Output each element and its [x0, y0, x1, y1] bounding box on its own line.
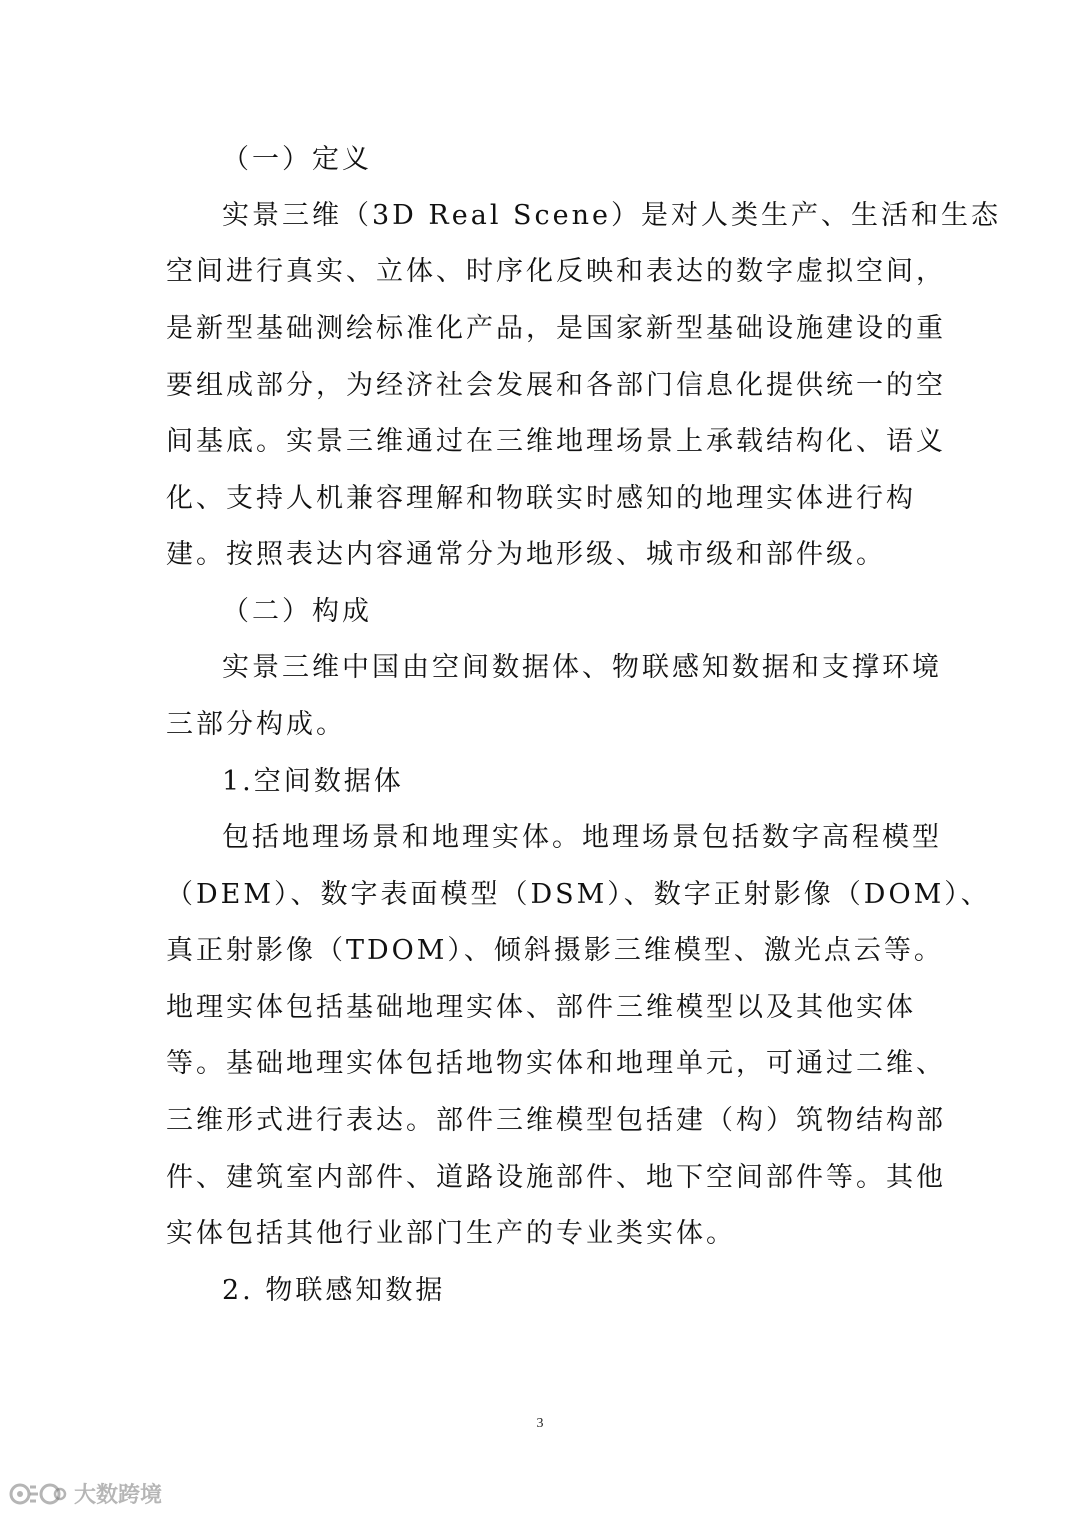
paragraph-line: 三部分构成。	[166, 709, 346, 740]
paragraph-line: 件、建筑室内部件、道路设施部件、地下空间部件等。其他	[166, 1162, 946, 1193]
paragraph-line: 等。基础地理实体包括地物实体和地理单元，可通过二维、	[166, 1048, 946, 1079]
watermark-logo-icon	[8, 1479, 68, 1509]
subsection-heading-iot-data: 2. 物联感知数据	[222, 1275, 446, 1306]
paragraph-line: 地理实体包括基础地理实体、部件三维模型以及其他实体	[166, 992, 916, 1023]
subsection-heading-spatial-data: 1.空间数据体	[222, 766, 404, 797]
paragraph-line: 实景三维（3D Real Scene）是对人类生产、生活和生态	[222, 200, 1001, 231]
paragraph-line: 实景三维中国由空间数据体、物联感知数据和支撑环境	[222, 652, 942, 683]
paragraph-line: （DEM）、数字表面模型（DSM）、数字正射影像（DOM）、	[166, 879, 991, 910]
watermark-text: 大数跨境	[74, 1483, 163, 1508]
page-number: 3	[536, 1416, 544, 1431]
paragraph-line: 三维形式进行表达。部件三维模型包括建（构）筑物结构部	[166, 1105, 946, 1136]
paragraph-line: 化、支持人机兼容理解和物联实时感知的地理实体进行构	[166, 483, 916, 514]
paragraph-line: 间基底。实景三维通过在三维地理场景上承载结构化、语义	[166, 426, 946, 457]
paragraph-line: 空间进行真实、立体、时序化反映和表达的数字虚拟空间，	[166, 256, 946, 287]
watermark	[8, 1478, 162, 1509]
paragraph-line: 是新型基础测绘标准化产品，是国家新型基础设施建设的重	[166, 313, 946, 344]
paragraph-line: 要组成部分，为经济社会发展和各部门信息化提供统一的空	[166, 370, 946, 401]
section-heading-definition: （一）定义	[222, 144, 372, 175]
paragraph-line: 实体包括其他行业部门生产的专业类实体。	[166, 1218, 736, 1249]
section-heading-composition: （二）构成	[222, 596, 372, 627]
paragraph-line: 真正射影像（TDOM）、倾斜摄影三维模型、激光点云等。	[166, 935, 944, 966]
paragraph-line: 包括地理场景和地理实体。地理场景包括数字高程模型	[222, 822, 942, 853]
paragraph-line: 建。按照表达内容通常分为地形级、城市级和部件级。	[166, 539, 886, 570]
